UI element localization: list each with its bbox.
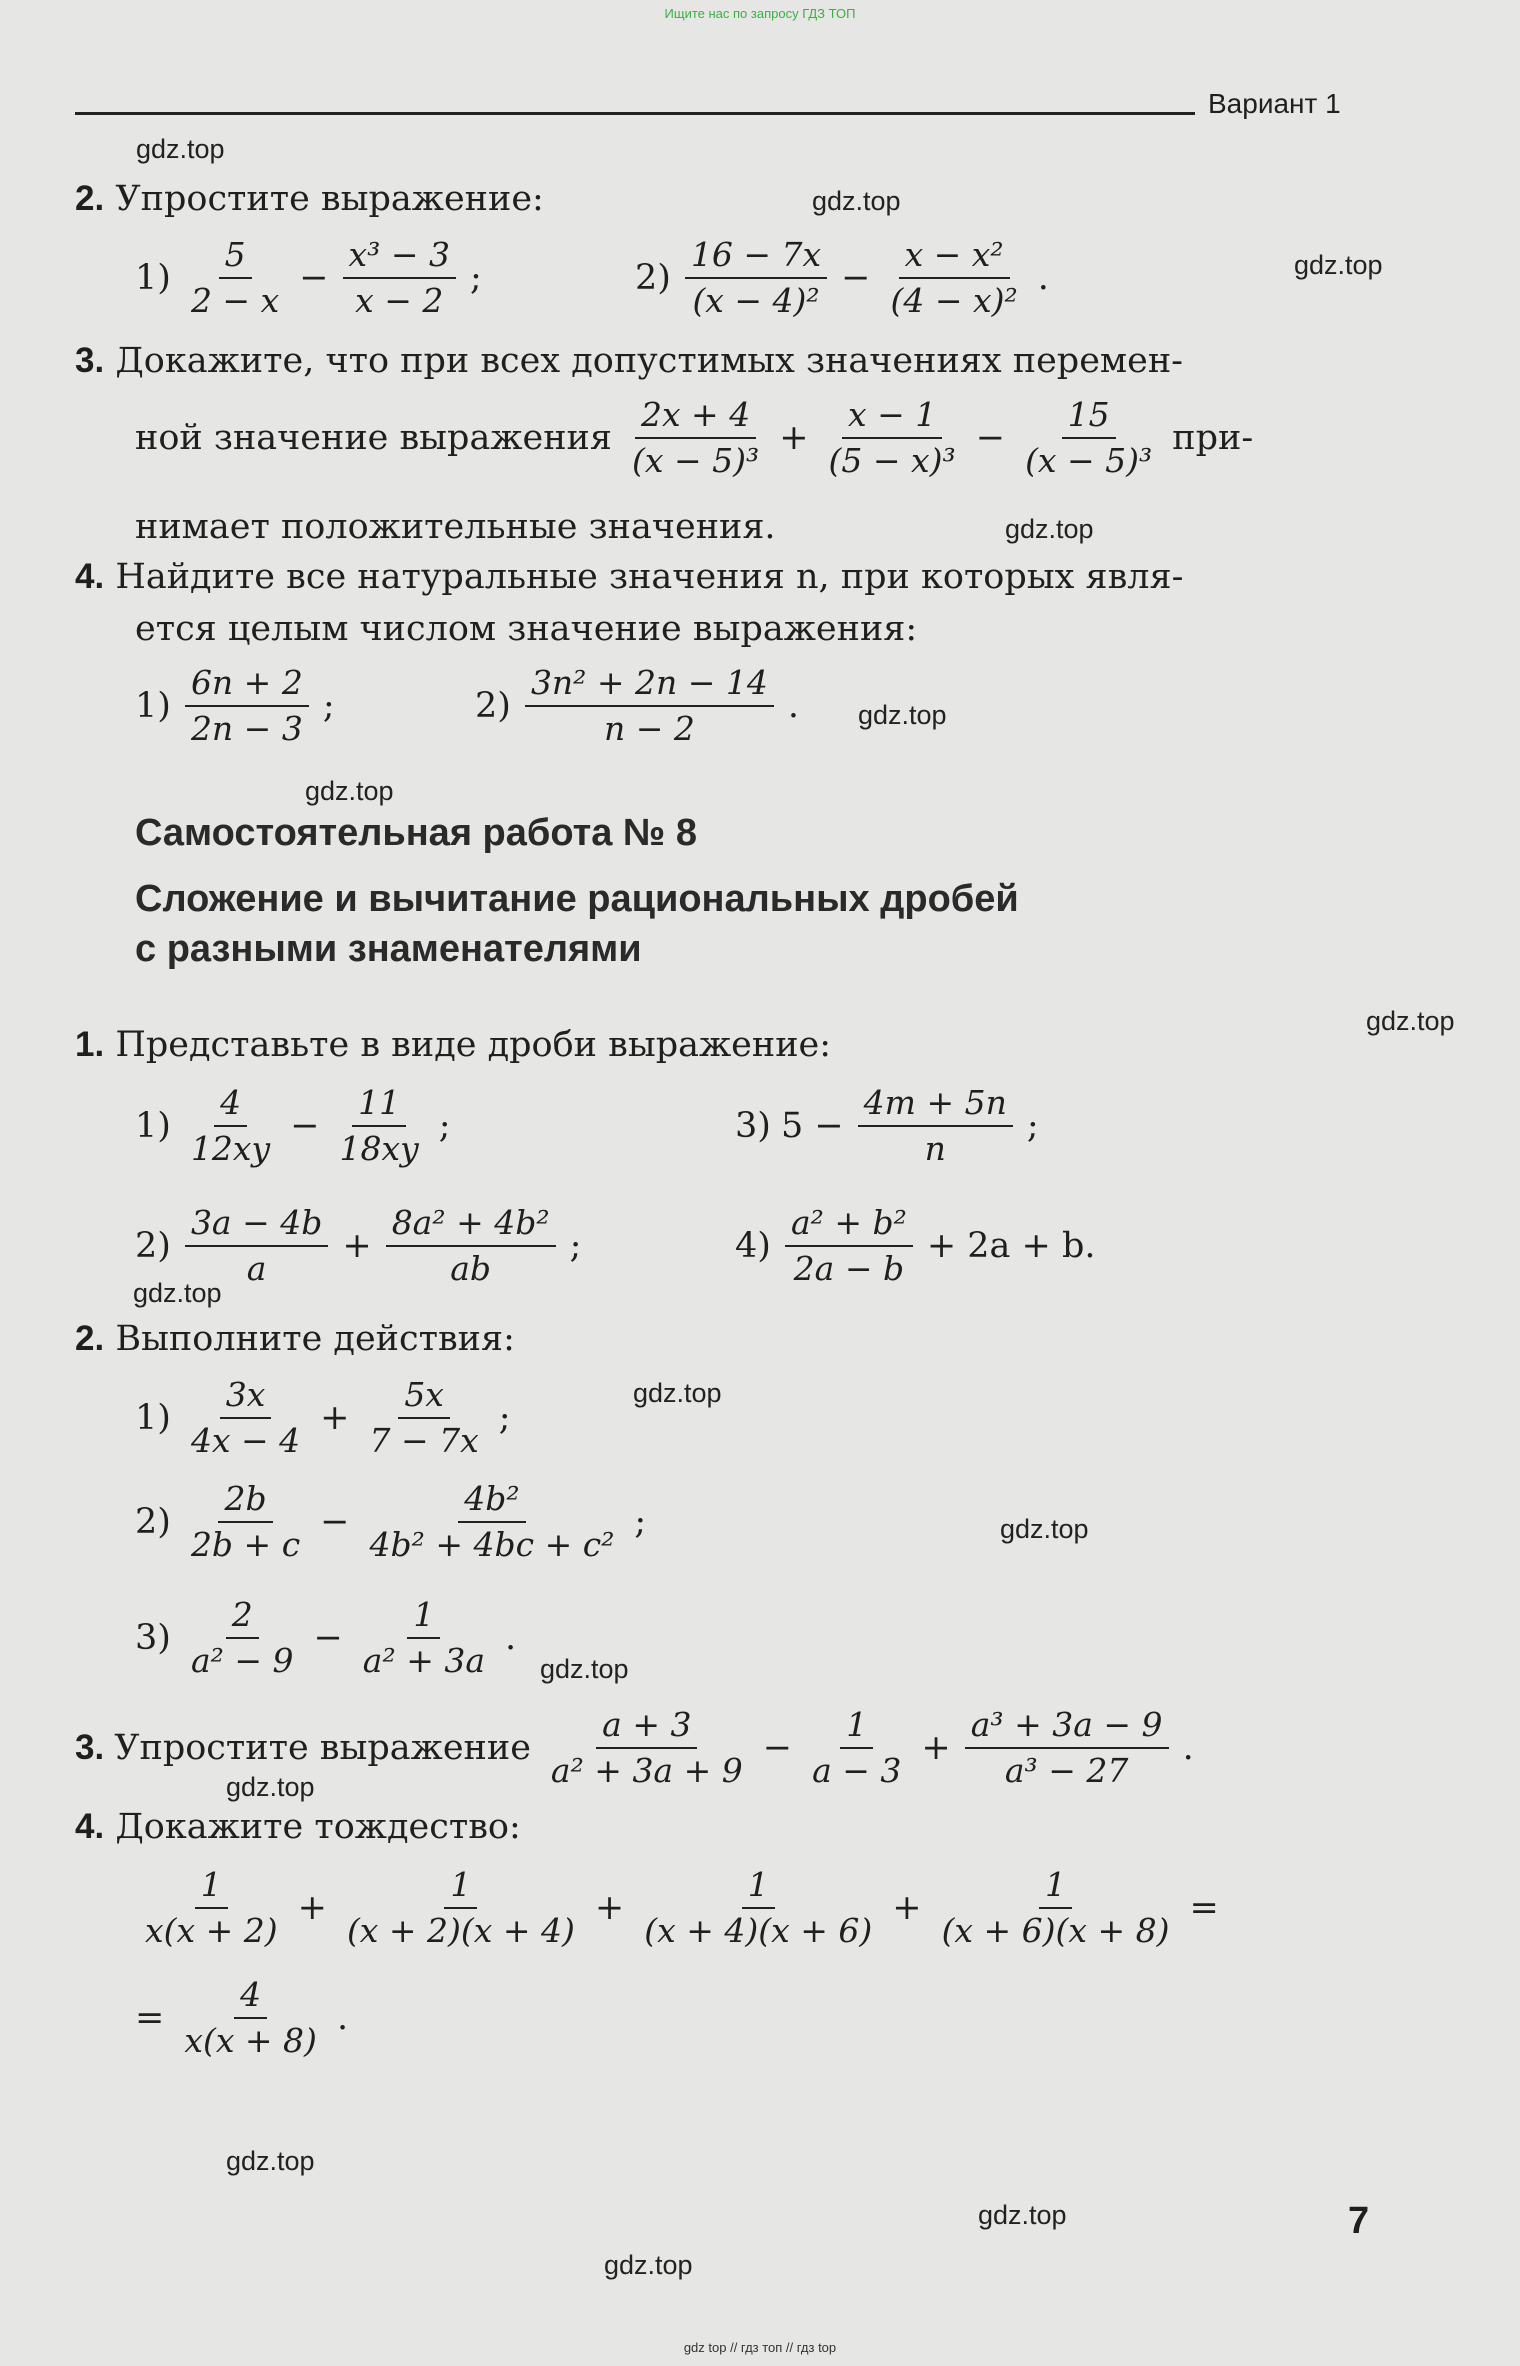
- section-task-2-item-3: [135, 1596, 516, 1680]
- operator: −: [975, 417, 1006, 458]
- numerator: 1: [407, 1596, 440, 1639]
- task-number: 2.: [75, 1319, 105, 1358]
- item-label: 4): [735, 1225, 771, 1266]
- task-2-item-1: [135, 236, 482, 320]
- task-text: Выполните действия:: [115, 1319, 515, 1359]
- item-label: 3): [735, 1105, 771, 1146]
- fraction: [1019, 396, 1158, 480]
- top-banner: Ищите нас по запросу ГДЗ ТОП: [664, 6, 856, 21]
- watermark: gdz.top: [858, 700, 947, 730]
- watermark: gdz.top: [226, 2146, 315, 2176]
- punctuation: ;: [498, 1397, 511, 1438]
- denominator: a² − 9: [190, 1640, 294, 1680]
- denominator: a³ − 27: [1004, 1750, 1129, 1790]
- section-task-1-item-3: [735, 1084, 1039, 1168]
- denominator: 4b² + 4bc + c²: [369, 1524, 615, 1564]
- header-rule: [75, 112, 1195, 115]
- fraction: [185, 1204, 328, 1288]
- numerator: 2x + 4: [635, 396, 756, 439]
- operator: +: [320, 1397, 350, 1438]
- section-task-2-item-2: [135, 1480, 646, 1564]
- numerator: 1: [840, 1706, 873, 1749]
- item-label: 2): [135, 1501, 171, 1542]
- task-number: 2.: [75, 179, 105, 218]
- item-label: 1): [135, 257, 171, 298]
- numerator: a + 3: [596, 1706, 697, 1749]
- numerator: 4m + 5n: [858, 1084, 1013, 1127]
- denominator: (5 − x)³: [828, 440, 956, 480]
- task-3-line-1: [75, 340, 1183, 382]
- numerator: 1: [195, 1866, 228, 1909]
- punctuation: .: [336, 1997, 349, 2038]
- operator: =: [1189, 1887, 1219, 1928]
- operator: −: [299, 257, 329, 298]
- denominator: a² + 3a: [362, 1640, 485, 1680]
- watermark: gdz.top: [1366, 1006, 1455, 1036]
- section-task-1-item-1: [135, 1084, 451, 1168]
- section-task-4-heading: [75, 1806, 521, 1848]
- watermark: gdz.top: [1294, 250, 1383, 280]
- task-number: 4.: [75, 557, 105, 596]
- item-label: 1): [135, 685, 171, 726]
- operator: −: [313, 1617, 343, 1658]
- fraction: [185, 236, 285, 320]
- watermark: gdz.top: [136, 134, 225, 164]
- fraction: [185, 1480, 306, 1564]
- task-number: 3.: [75, 1727, 105, 1767]
- operator: +: [921, 1727, 951, 1768]
- fraction: [386, 1204, 556, 1288]
- task-text: Докажите тождество:: [115, 1807, 521, 1847]
- task-4-line-1: [75, 556, 1183, 598]
- section-subtitle-line-2: с разными знаменателями: [135, 928, 642, 970]
- denominator: (4 − x)²: [890, 280, 1018, 320]
- watermark: gdz.top: [540, 1654, 629, 1684]
- operator: −: [762, 1727, 793, 1768]
- punctuation: .: [787, 685, 800, 726]
- numerator: 11: [352, 1084, 406, 1127]
- denominator: 4x − 4: [190, 1420, 301, 1460]
- bottom-banner: gdz top // гдз топ // гдз top: [683, 2340, 837, 2355]
- task-number: 3.: [75, 341, 105, 380]
- page-number: 7: [1348, 2200, 1370, 2242]
- section-task-1-heading: [75, 1024, 831, 1066]
- numerator: a² + b²: [785, 1204, 913, 1247]
- fraction: [185, 1376, 306, 1460]
- denominator: (x − 5)³: [631, 440, 760, 480]
- fraction: [334, 1084, 425, 1168]
- section-title: Самостоятельная работа № 8: [135, 812, 697, 854]
- variant-label: Вариант 1: [1208, 88, 1341, 119]
- fraction: [685, 236, 827, 320]
- numerator: 4b²: [458, 1480, 525, 1523]
- expression-suffix: + 2a + b.: [926, 1225, 1096, 1266]
- operator: +: [297, 1887, 327, 1928]
- numerator: 1: [1039, 1866, 1072, 1909]
- denominator: 2n − 3: [190, 708, 303, 748]
- item-label: 2): [475, 685, 511, 726]
- punctuation: ;: [569, 1225, 582, 1266]
- expression-prefix: 5 −: [780, 1105, 844, 1146]
- task-number: 4.: [75, 1807, 105, 1846]
- denominator: 2b + c: [190, 1524, 301, 1564]
- punctuation: .: [1037, 257, 1049, 298]
- denominator: x(x + 2): [145, 1910, 278, 1950]
- punctuation: ;: [469, 257, 482, 298]
- operator: +: [594, 1887, 625, 1928]
- watermark: gdz.top: [812, 186, 901, 216]
- task-text: при-: [1172, 417, 1254, 458]
- operator: +: [342, 1225, 372, 1266]
- fraction: [885, 236, 1024, 320]
- task-2-item-2: [635, 236, 1049, 320]
- task-text: Докажите, что при всех допустимых значениях перемен-: [115, 341, 1183, 381]
- numerator: 1: [444, 1866, 477, 1909]
- denominator: n: [924, 1128, 946, 1168]
- section-task-2-heading: [75, 1318, 515, 1360]
- operator: =: [135, 1997, 165, 2038]
- fraction: [341, 1866, 581, 1950]
- fraction: [185, 1596, 300, 1680]
- task-4-line-2: ется целым числом значение выражения:: [135, 609, 918, 649]
- section-task-2-item-1: [135, 1376, 511, 1460]
- fraction: [364, 1376, 485, 1460]
- task-2-heading: [75, 178, 544, 220]
- denominator: a: [246, 1248, 267, 1288]
- section-task-1-item-4: [735, 1204, 1096, 1288]
- task-text: ной значение выражения: [135, 417, 612, 458]
- watermark: gdz.top: [133, 1278, 222, 1308]
- numerator: 2: [226, 1596, 259, 1639]
- fraction: [823, 396, 962, 480]
- numerator: 3n² + 2n − 14: [525, 664, 774, 707]
- watermark: gdz.top: [305, 776, 394, 806]
- watermark: gdz.top: [604, 2250, 693, 2280]
- section-subtitle-line-1: Сложение и вычитание рациональных дробей: [135, 878, 1019, 920]
- numerator: 16 − 7x: [685, 236, 827, 279]
- numerator: 15: [1062, 396, 1116, 439]
- item-label: 2): [635, 257, 671, 298]
- numerator: 5: [219, 236, 252, 279]
- denominator: (x + 2)(x + 4): [346, 1910, 575, 1950]
- task-number: 1.: [75, 1025, 105, 1064]
- fraction: [343, 236, 456, 320]
- item-label: 1): [135, 1105, 171, 1146]
- fraction: [936, 1866, 1176, 1950]
- item-label: 2): [135, 1225, 171, 1266]
- denominator: 12xy: [190, 1128, 271, 1168]
- numerator: 5x: [398, 1376, 450, 1419]
- denominator: (x − 5)³: [1025, 440, 1153, 480]
- numerator: x − x²: [899, 236, 1010, 279]
- fraction: [638, 1866, 878, 1950]
- numerator: 3a − 4b: [185, 1204, 328, 1247]
- item-label: 3): [135, 1617, 171, 1658]
- section-task-3: [75, 1706, 1194, 1790]
- task-text: Упростите выражение:: [115, 179, 544, 219]
- fraction: [185, 1084, 276, 1168]
- fraction: [357, 1596, 491, 1680]
- denominator: 7 − 7x: [369, 1420, 479, 1460]
- fraction: [185, 664, 309, 748]
- task-3-line-2: [135, 396, 1253, 480]
- denominator: a² + 3a + 9: [550, 1750, 743, 1790]
- denominator: n − 2: [603, 708, 695, 748]
- identity-line-1: [135, 1866, 1219, 1950]
- numerator: a³ + 3a − 9: [965, 1706, 1169, 1749]
- denominator: x(x + 8): [184, 2020, 317, 2060]
- operator: +: [892, 1887, 922, 1928]
- denominator: a − 3: [812, 1750, 902, 1790]
- numerator: 4: [214, 1084, 247, 1127]
- denominator: 2 − x: [190, 280, 280, 320]
- punctuation: ;: [322, 685, 335, 726]
- operator: −: [290, 1105, 320, 1146]
- watermark: gdz.top: [1005, 514, 1094, 544]
- punctuation: .: [505, 1617, 517, 1658]
- denominator: 18xy: [339, 1128, 419, 1168]
- watermark: gdz.top: [226, 1772, 315, 1802]
- operator: −: [841, 257, 871, 298]
- item-label: 1): [135, 1397, 171, 1438]
- denominator: ab: [450, 1248, 492, 1288]
- task-text: Представьте в виде дроби выражение:: [115, 1025, 832, 1065]
- denominator: 2a − b: [793, 1248, 905, 1288]
- fraction: [545, 1706, 749, 1790]
- denominator: (x + 6)(x + 8): [941, 1910, 1170, 1950]
- operator: +: [779, 417, 809, 458]
- section-task-1-item-2: [135, 1204, 581, 1288]
- denominator: (x + 4)(x + 6): [644, 1910, 873, 1950]
- identity-line-2: [135, 1976, 348, 2060]
- task-3-line-3: нимает положительные значения.: [135, 507, 776, 547]
- fraction: [858, 1084, 1013, 1168]
- punctuation: ;: [1026, 1105, 1039, 1146]
- numerator: 2b: [218, 1480, 272, 1523]
- numerator: 6n + 2: [185, 664, 309, 707]
- fraction: [525, 664, 774, 748]
- numerator: 4: [234, 1976, 267, 2019]
- fraction: [364, 1480, 621, 1564]
- numerator: x³ − 3: [343, 236, 456, 279]
- denominator: x − 2: [355, 280, 444, 320]
- operator: −: [320, 1501, 350, 1542]
- fraction: [806, 1706, 907, 1790]
- task-text: Найдите все натуральные значения n, при которых явля-: [115, 557, 1184, 597]
- punctuation: ;: [634, 1501, 647, 1542]
- fraction: [178, 1976, 323, 2060]
- numerator: 8a² + 4b²: [386, 1204, 556, 1247]
- watermark: gdz.top: [978, 2200, 1067, 2230]
- numerator: x − 1: [842, 396, 942, 439]
- fraction: [965, 1706, 1169, 1790]
- numerator: 3x: [220, 1376, 272, 1419]
- task-4-item-2: [475, 664, 799, 748]
- task-text: Упростите выражение: [114, 1727, 531, 1768]
- fraction: [626, 396, 765, 480]
- numerator: 1: [742, 1866, 775, 1909]
- punctuation: .: [1182, 1727, 1194, 1768]
- punctuation: ;: [438, 1105, 451, 1146]
- watermark: gdz.top: [1000, 1514, 1089, 1544]
- task-4-item-1: [135, 664, 335, 748]
- fraction: [139, 1866, 284, 1950]
- watermark: gdz.top: [633, 1378, 722, 1408]
- denominator: (x − 4)²: [692, 280, 820, 320]
- fraction: [785, 1204, 913, 1288]
